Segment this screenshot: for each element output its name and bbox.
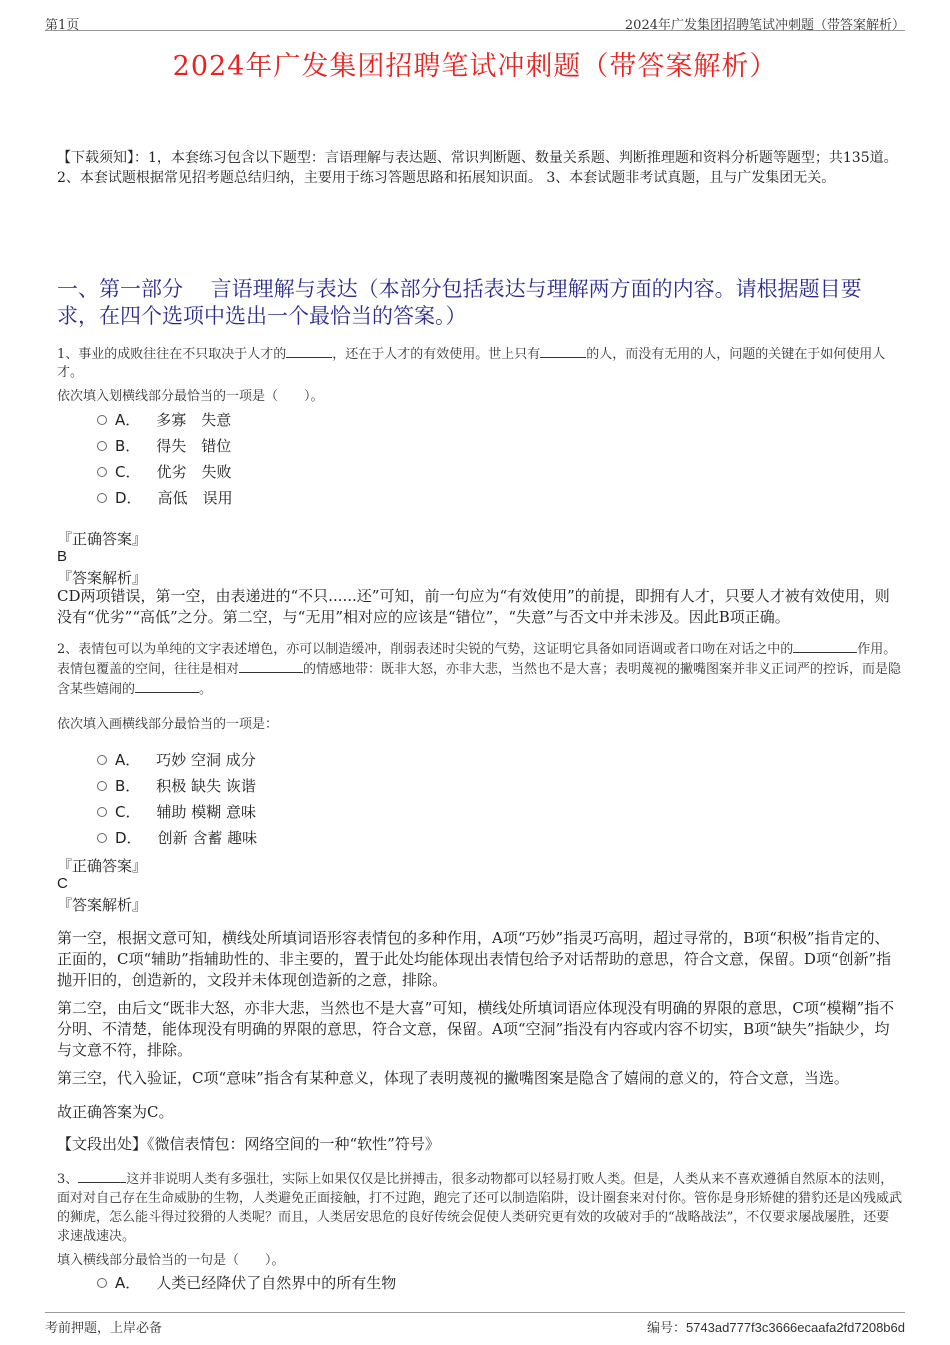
radio-icon[interactable] [97,1278,107,1288]
document-code: 编号：5743ad777f3c3666ecaafa2fd7208b6d [646,1320,905,1336]
question-3-instruction: 填入横线部分最恰当的一句是（ ）。 [57,1253,285,1268]
analysis-paragraph-3: 第三空，代入验证，C项“意味”指含有某种意义，体现了表明蔑视的撇嘴图案是隐含了嬉闹的意义的，符合文意，当选。 [57,1069,849,1087]
blank-line [239,672,303,673]
radio-icon[interactable] [97,807,107,817]
header-doc-title: 2024年广发集团招聘笔试冲刺题（带答案解析） [624,18,905,33]
page-header [45,8,905,31]
analysis-paragraph-4: 故正确答案为C。 [57,1103,174,1121]
option-c[interactable]: C． 优劣 失败 [97,462,232,482]
blank-line [78,1182,126,1183]
blank-line [793,652,857,653]
analysis-label: 『答案解析』 [57,896,148,914]
document-title: 2024年广发集团招聘笔试冲刺题（带答案解析） [172,51,778,82]
footer-slogan: 考前押题，上岸必备 [45,1321,163,1336]
analysis-paragraph-2: 第二空，由后文“既非大怒，亦非大悲，当然也不是大喜”可知，横线处所填词语应体现没有明确的界限的意思，C项“模糊”指不分明、不清楚，能体现没有明确的界限的意思，符合文意，保留。A项“空洞”指没有内容或内容不切实，B项“缺失”指缺少，均与文意不符，排除。 [57,999,895,1059]
radio-icon[interactable] [97,441,107,451]
option-a[interactable]: A． 巧妙 空洞 成分 [97,750,256,770]
radio-icon[interactable] [97,493,107,503]
question-2-stem: 2、表情包可以为单纯的文字表述增色，亦可以制造缓冲，削弱表述时尖锐的气势，这证明它具备如同语调或者口吻在对话之中的 作用。表情包覆盖的空间，往往是相对 的情感地带：既非大怒，亦非大悲，当然也不是大喜；表明蔑视的撇嘴图案并非义正词严的控诉，而是隐含某些嬉闹的 。 [57,642,902,697]
option-d[interactable]: D． 高低 误用 [97,488,233,508]
radio-icon[interactable] [97,781,107,791]
option-d[interactable]: D． 创新 含蓄 趣味 [97,828,257,848]
question-1-stem: 1、事业的成败往往在不只取决于人才的 ，还在于人才的有效使用。世上只有 的人，而没有无用的人，问题的关键在于如何使用人才。 [57,347,886,380]
analysis-label: 『答案解析』 [57,569,148,587]
answer-label: 『正确答案』 [57,857,148,875]
answer-label: 『正确答案』 [57,530,148,548]
answer-value: B [57,548,68,565]
question-2-instruction: 依次填入画横线部分最恰当的一项是： [57,717,279,732]
question-3-stem: 3、 这并非说明人类有多强壮，实际上如果仅仅是比拼搏击，很多动物都可以轻易打败人类。但是，人类从来不喜欢遵循自然原本的法则，面对对自己存在生命威胁的生物，人类避免正面接触，打不过跑，跑完了还可以制造陷阱，设计圈套来对付你。管你是身形矫健的猎豹还是凶残威武的狮虎，怎么能斗得过狡猾的人类呢？而且，人类居安思危的良好传统会促使人类研究更有效的攻破对手的“战略战法”，不仅要求屡战屡胜，还要求速战速决。 [57,1172,903,1244]
page-number: 第1页 [45,18,80,33]
option-b[interactable]: B． 得失 错位 [97,436,231,456]
radio-icon[interactable] [97,415,107,425]
option-b[interactable]: B． 积极 缺失 诙谐 [97,776,256,796]
download-notice: 【下载须知】：1，本套练习包含以下题型：言语理解与表达题、常识判断题、数量关系题、判断推理题和资料分析题等题型；共135道。 2、本套试题根据常见招考题总结归纳，主要用于练习答题思路和拓展知识面。 3、本套试题非考试真题，且与广发集团无关。 [57,150,898,186]
radio-icon[interactable] [97,755,107,765]
answer-value: C [57,875,68,892]
radio-icon[interactable] [97,467,107,477]
option-a[interactable]: A． 人类已经降伏了自然界中的所有生物 [97,1273,396,1293]
section-heading: 一、第一部分 言语理解与表达（本部分包括表达与理解两方面的内容。请根据题目要求，在四个选项中选出一个最恰当的答案。） [57,277,862,328]
blank-line [286,357,332,358]
radio-icon[interactable] [97,833,107,843]
option-c[interactable]: C． 辅助 模糊 意味 [97,802,256,822]
analysis-text: CD两项错误，第一空，由表递进的“不只......还”可知，前一句应为“有效使用”的前提，即拥有人才，只要人才被有效使用，则没有“优劣”“高低”之分。第二空，与“无用”相对应的应该是“错位”，“失意”与否文中并未涉及。因此B项正确。 [57,587,890,626]
analysis-paragraph-1: 第一空，根据文意可知，横线处所填词语形容表情包的多种作用，A项“巧妙”指灵巧高明，超过寻常的，B项“积极”指肯定的、正面的，C项“辅助”指辅助性的、非主要的，置于此处均能体现出表情包给予对话帮助的意思，符合文意，保留。D项“创新”指抛开旧的，创造新的，文段并未体现创造新的之意，排除。 [57,929,892,989]
source-citation: 【文段出处】《微信表情包：网络空间的一种“软性”符号》 [57,1135,440,1153]
blank-line [540,357,586,358]
blank-line [135,692,199,693]
option-a[interactable]: A． 多寡 失意 [97,410,231,430]
page-footer [45,1312,905,1335]
question-1-instruction: 依次填入划横线部分最恰当的一项是（ ）。 [57,389,324,404]
